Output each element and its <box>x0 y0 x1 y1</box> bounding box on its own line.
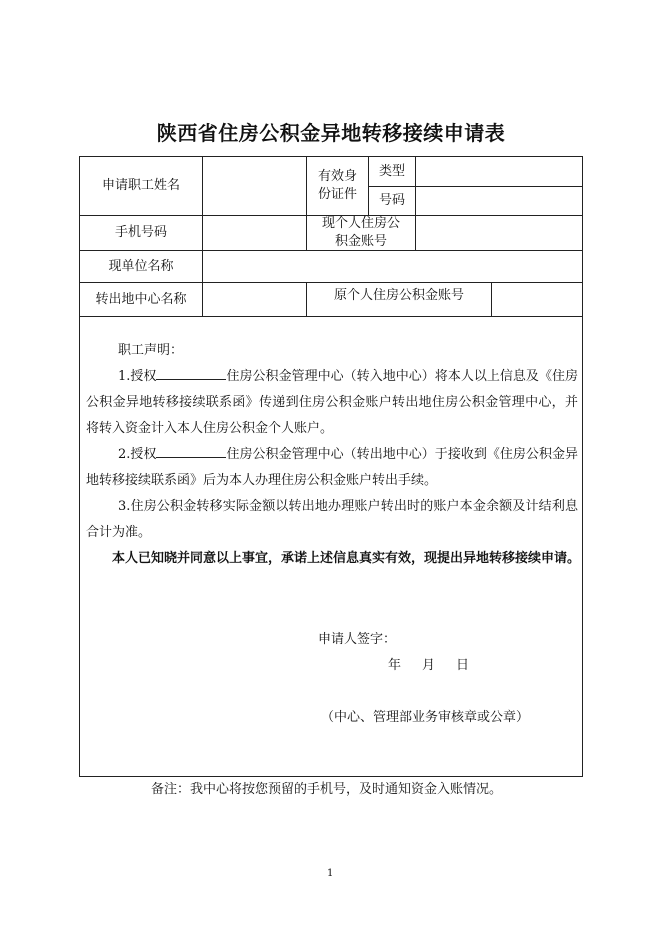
statement-item-3 <box>86 494 578 546</box>
current-account-label-text: 现个人住房公积金账号 <box>321 216 400 249</box>
row-divider <box>79 316 583 317</box>
date-day: 日 <box>456 658 470 673</box>
item3-text: 3.住房公积金转移实际金额以转出地办理账户转出时的账户本金余额及计结利息合计为准。 <box>86 499 578 540</box>
statement-item-2 <box>86 442 578 494</box>
item2-text: 住房公积金管理中心（转出地中心）于接收到《住房公积金异地转移接续联系函》后为本人办理住房公积金账户转出手续。 <box>86 447 578 488</box>
signature-area[interactable] <box>398 624 548 648</box>
phone-input[interactable] <box>203 216 306 250</box>
signature-label: 申请人签字： <box>318 632 397 647</box>
date-month: 月 <box>422 658 436 673</box>
date-year: 年 <box>388 658 402 673</box>
id-type-label: 类型 <box>378 163 405 179</box>
name-label: 申请职工姓名 <box>101 178 180 193</box>
id-number-label: 号码 <box>378 193 405 208</box>
page-title: 陕西省住房公积金异地转移接续申请表 <box>156 121 506 145</box>
authorize-blank-2[interactable] <box>156 443 226 458</box>
name-input[interactable] <box>203 157 306 215</box>
out-center-input[interactable] <box>203 283 306 316</box>
employer-input[interactable] <box>203 251 582 282</box>
employer-label: 现单位名称 <box>108 258 174 274</box>
page-number: 1 <box>327 868 334 879</box>
statement-heading-text: 职工声明： <box>118 343 184 358</box>
id-label-text: 有效身份证件 <box>317 169 357 202</box>
agreement-text <box>88 546 580 572</box>
phone-label: 手机号码 <box>114 225 167 240</box>
item1-text: 住房公积金管理中心（转入地中心）将本人以上信息及《住房公积金异地转移接续联系函》传递到住房公积金账户转出地住房公积金管理中心，并将转入资金计入本人住房公积金个人账户。 <box>86 369 578 436</box>
original-account-label: 原个人住房公积金账号 <box>333 288 464 303</box>
footer-note: 备注：我中心将按您预留的手机号，及时通知资金入账情况。 <box>151 782 503 797</box>
statement-item-1 <box>86 364 578 442</box>
id-type-input[interactable] <box>416 157 582 186</box>
current-account-input[interactable] <box>416 216 582 250</box>
id-label <box>307 157 368 215</box>
agreement-statement: 本人已知晓并同意以上事宜，承诺上述信息真实有效，现提出异地转移接续申请。 <box>112 551 581 566</box>
item1-prefix: 1.授权 <box>118 369 157 384</box>
authorize-blank-1[interactable] <box>156 365 226 380</box>
id-number-input[interactable] <box>416 187 582 215</box>
out-center-label: 转出地中心名称 <box>95 291 187 307</box>
statement-heading <box>86 338 578 364</box>
table-border-bottom <box>79 776 583 777</box>
current-account-label <box>307 216 415 250</box>
item2-prefix: 2.授权 <box>118 447 157 462</box>
original-account-input[interactable] <box>492 283 582 316</box>
stamp-note: （中心、管理部业务审核章或公章） <box>321 710 530 725</box>
